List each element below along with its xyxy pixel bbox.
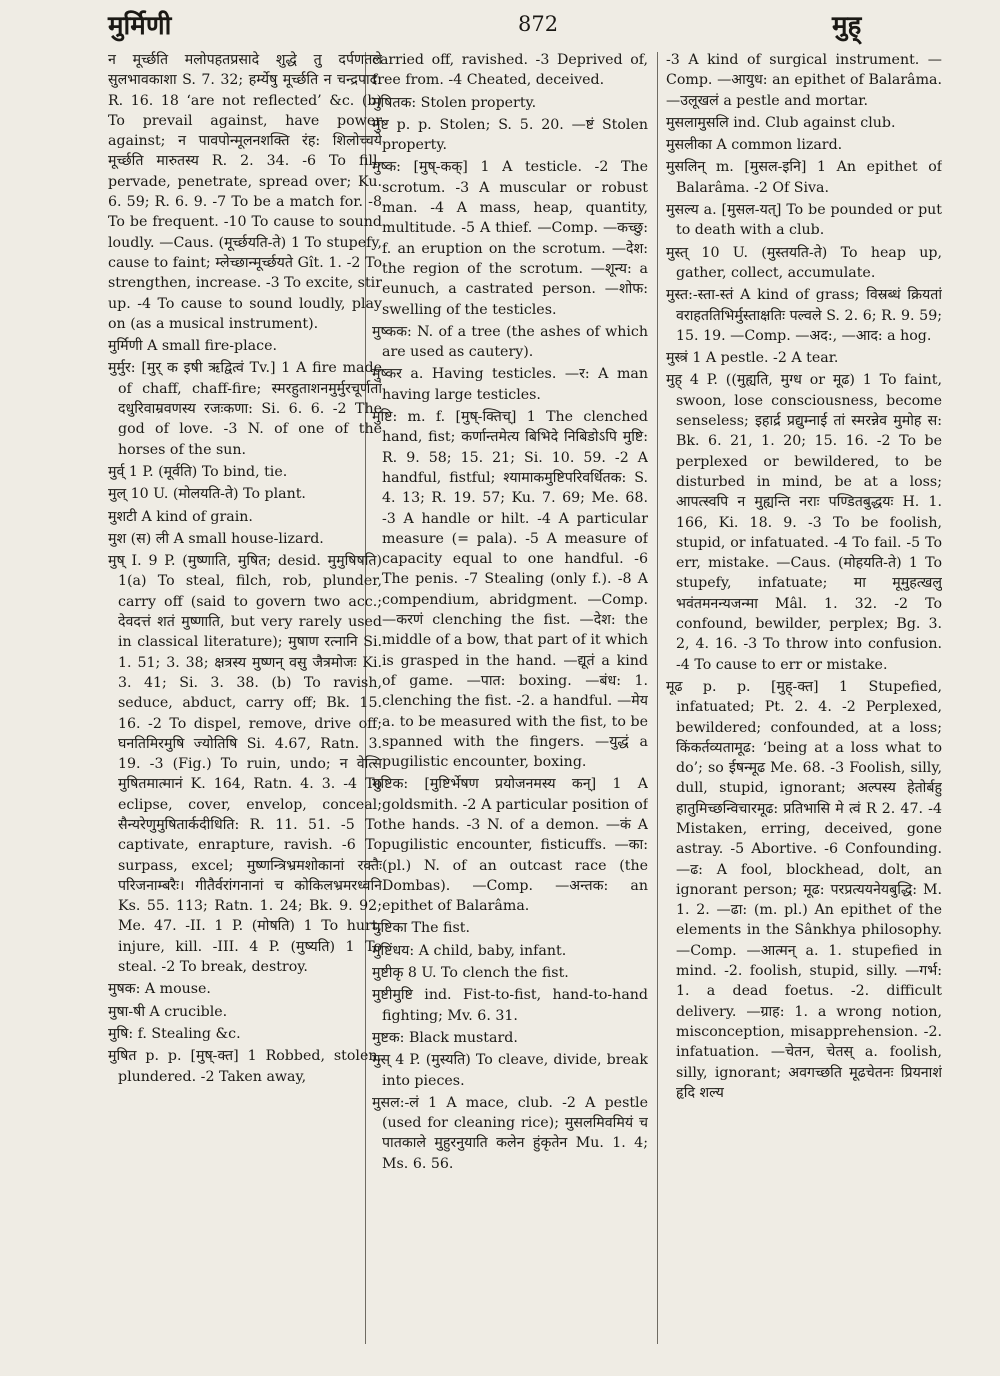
dictionary-entry: मुर्व् 1 P. (मूर्वति) To bind, tie. bbox=[108, 463, 288, 480]
column-rule-2 bbox=[657, 52, 658, 1344]
dictionary-entry: मुषितक: Stolen property. bbox=[372, 94, 537, 111]
dictionary-entry: मुष्टिक: [मुष्टिर्भेषण प्रयोजनमस्य कन्] 1 A goldsmith. -2 A particular position of the hands. -3 N. of a demon. —कं A pugilistic encounter, fisticuffs. —का: (pl.) N. of an outcast race (the Dombas). —Comp. —अन्तक: an epithet of Balarâma. bbox=[372, 776, 648, 915]
dictionary-entry: मुष्टि: m. f. [मुष्-क्तिच्] 1 The clenched hand, fist; कर्णान्तमेत्य बिभिदे निबिडोऽपि मुष्टि: R. 9. 58; 15. 21; Si. 10. 59. -2 A handful, fistful; श्यामाकमुष्टिपरिवर्धितक: S. 4. 13; R. 19. 57; Ku. 7. 69; Me. 68. -3 A handle or hilt. -4 A particular measure (= pala). -5 A measure of capacity equal to one handful. -6 The penis. -7 Stealing (only f.). -8 A compendium, abridgment. —Comp. —करणं clenching the fist. —देश: the middle of a bow, that part of it which is grasped in the hand. —द्यूतं a kind of game. —पात: boxing. —बंध: 1. clenching the fist. -2. a handful. —मेय a. to be measured with the fist, to be spanned with the fingers. —युद्धं a pugilistic encounter, boxing. bbox=[372, 409, 648, 771]
page-number: 872 bbox=[518, 12, 559, 36]
dictionary-entry: मुसलामुसलि ind. Club against club. bbox=[666, 114, 896, 131]
dictionary-entry: मूढ p. p. [मुह्-क्त] 1 Stupefied, infatuated; Pt. 2. 4. -2 Perplexed, bewildered; confounded, at a loss; किंकर्तव्यतामूढ: ‘being at a loss what to do’; so ईषन्मूढ Me. 68. -3 Foolish, silly, dull, stupid, ignorant; अल्पस्य हेतोर्बहु हातुमिच्छन्विचारमूढ: प्रतिभासि मे त्वं R 2. 47. -4 Mistaken, erring, deceived, gone astray. -5 Abortive. -6 Confounding. —ढ: A fool, blockhead, dolt, an ignorant person; मूढ: परप्रत्ययनेयबुद्धि: M. 1. 2. —ढा: (m. pl.) An epithet of the elements in the Sânkhya philosophy. —Comp. —आत्मन् a. 1. stupefied in mind. -2. foolish, stupid, silly. —गर्भ: 1. a dead foetus. -2. difficult delivery. —ग्राह: 1. a wrong notion, misconception, misapprehension. -2. infatuation. —चेतन, चेतस् a. foolish, silly, ignorant; अवगच्छति मूढचेतनः प्रियनाशं हृदि शल्य bbox=[666, 678, 942, 1101]
dictionary-entry: मुल् 10 U. (मोलयति-ते) To plant. bbox=[108, 486, 306, 503]
dictionary-entry: मुस्त्रं 1 A pestle. -2 A tear. bbox=[666, 350, 839, 367]
dictionary-entry: मुसलिन् m. [मुसल-इनि] 1 An epithet of Balarâma. -2 Of Siva. bbox=[666, 159, 942, 196]
dictionary-entry: मुष्टिका The fist. bbox=[372, 920, 470, 937]
dictionary-entry: मुसल्य a. [मुसल-यत्] To be pounded or put to death with a club. bbox=[666, 202, 942, 239]
dictionary-entry: मुस्त् 10 U. (मुस्तयति-ते) To heap up, gather, collect, accumulate. bbox=[666, 244, 942, 281]
dictionary-entry: मुशटी A kind of grain. bbox=[108, 508, 253, 525]
dictionary-entry: मुष्कक: N. of a tree (the ashes of which are used as cautery). bbox=[372, 323, 648, 361]
dictionary-entry: मुश (स) ली A small house-lizard. bbox=[108, 530, 324, 547]
column-right bbox=[666, 50, 942, 1350]
dictionary-entry: मुष्टीमुष्टि ind. Fist-to-fist, hand-to-hand fighting; Mv. 6. 31. bbox=[372, 987, 648, 1024]
dictionary-entry: मुर्मिणी A small fire-place. bbox=[108, 338, 277, 355]
dictionary-entry: मुष्टिंधय: A child, baby, infant. bbox=[372, 942, 567, 959]
dictionary-entry: मुर्मुर: [मुर् क इषी ऋद्वित्वं Tv.] 1 A fire made of chaff, chaff-fire; स्मरहुताशनमुर्मुरचूर्णतां दधुरिवाम्रवणस्य रजःकणा: Si. 6. 6. -2 The god of love. -3 N. of one of the horses of the sun. bbox=[108, 360, 382, 458]
left-guide-word: मुर्मिणी bbox=[108, 11, 172, 41]
column-middle bbox=[372, 50, 648, 1350]
dictionary-entry: मुषा-षी A crucible. bbox=[108, 1003, 228, 1020]
dictionary-entry: मुह् 4 P. ((मुह्यति, मुग्ध or मूढ) 1 To faint, swoon, lose consciousness, become senseless; इहार्द्र प्रद्युम्नाई तां स्मरन्नेव मुमोह स: Bk. 6. 21, 1. 20; 15. 16. -2 To be perplexed or bewildered, to be disturbed in mind, be at a loss; आपत्स्वपि न मुह्यन्ति नराः पण्डितबुद्धयः H. 1. 166, Ki. 18. 9. -3 To be foolish, stupid, or infatuated. -4 To fail. -5 To err, mistake. —Caus. (मोहयति-ते) 1 To stupefy, infatuate; मा मूमुहत्खलु भवंतमनन्यजन्मा Mâl. 1. 32. -2 To confound, bewilder, perplex; Bg. 3. 2, 4. 16. -3 To throw into confusion. -4 To cause to err or mistake. bbox=[666, 372, 942, 673]
dictionary-entry: मुस् 4 P. (मुस्यति) To cleave, divide, break into pieces. bbox=[372, 1052, 648, 1089]
entry-continuation: -3 A kind of surgical instrument. —Comp. —आयुध: an epithet of Balarâma. —उलूखलं a pestle and mortar. bbox=[666, 52, 942, 109]
dictionary-entry: मुष्टीकृ 8 U. To clench the fist. bbox=[372, 965, 569, 982]
dictionary-entry: मुष्ट p. p. Stolen; S. 5. 20. —ष्टं Stolen property. bbox=[372, 116, 648, 154]
dictionary-entry: मुषित p. p. [मुष्-क्त] 1 Robbed, stolen, plundered. -2 Taken away, bbox=[108, 1048, 382, 1085]
dictionary-entry: मुस्त:-स्ता-स्तं A kind of grass; विस्रब्धं क्रियतां वराहततिभिर्मुस्ताक्षतिः पल्वले S. 2. 6; R. 9. 59; 15. 19. —Comp. —अद:, —आद: a hog. bbox=[666, 287, 942, 344]
dictionary-entry: मुष्कर a. Having testicles. —र: A man having large testicles. bbox=[372, 366, 648, 403]
dictionary-entry: मुसलीका A common lizard. bbox=[666, 137, 843, 154]
dictionary-entry: मुसल:-लं 1 A mace, club. -2 A pestle (used for cleaning rice); मुसलमिवमियं च पातकाले मुहुरनुयाति कलेन हुंकृतेन Mu. 1. 4; Ms. 6. 56. bbox=[372, 1094, 648, 1172]
dictionary-entry: मुष्क: [मुष्-कक्] 1 A testicle. -2 The scrotum. -3 A muscular or robust man. -4 A mass, heap, quantity, multitude. -5 A thief. —Comp. —कच्छु: f. an eruption on the scrotum. —देश: the region of the scrotum. —शून्य: a eunuch, a castrated person. —शोफ: swelling of the testicles. bbox=[372, 159, 648, 318]
entry-continuation: carried off, ravished. -3 Deprived of, free from. -4 Cheated, deceived. bbox=[372, 52, 648, 89]
right-guide-word: मुह् bbox=[832, 11, 862, 41]
entry-continuation: न मूर्च्छति मलोपहतप्रसादे शुद्धे तु दर्पणतले सुलभावकाशा S. 7. 32; हर्म्येषु मूर्च्छति न चन्द्रपाद: R. 16. 18 ‘are not reflected’ &c. (b) To prevail against, have power against; न पावपोन्मूलनशक्ति रंह: शिलोच्चये मूर्च्छति मारुतस्य R. 2. 34. -6 To fill, pervade, penetrate, spread over; Ku. 6. 59; R. 6. 9. -7 To be a match for. -8 To be frequent. -10 To cause to sound loudly. —Caus. (मूर्च्छयति-ते) 1 To stupefy, cause to faint; म्लेच्छान्मूर्च्छयते Gît. 1. -2 To strengthen, increase. -3 To excite, stir up. -4 To cause to sound loudly, play on (as a musical instrument). bbox=[108, 52, 382, 332]
page-header bbox=[0, 0, 1000, 50]
column-left bbox=[108, 50, 382, 1350]
dictionary-entry: मुषक: A mouse. bbox=[108, 981, 211, 998]
dictionary-entry: मुष्टक: Black mustard. bbox=[372, 1029, 518, 1046]
dictionary-entry: मुषि: f. Stealing &c. bbox=[108, 1025, 241, 1042]
dictionary-entry: मुष् I. 9 P. (मुष्णाति, मुषित; desid. मुमुषिषति) 1(a) To steal, filch, rob, plunder, carry off (said to govern two acc.; देवदत्तं शतं मुष्णाति, but very rarely used in classical literature); मुषाण रत्नानि Si. 1. 51; 3. 38; क्षत्रस्य मुष्णन् वसु जैत्रमोजः Ki. 3. 41; Si. 3. 38. (b) To ravish, seduce, abduct, carry off; Bk. 15. 16. -2 To dispel, remove, drive off; घनतिमिरमुषि ज्योतिषि Si. 4.67, Ratn. 3. 19. -3 (Fig.) To ruin, undo; न वेत्सि मुषितमात्मानं K. 164, Ratn. 4. 3. -4 To eclipse, cover, envelop, conceal; सैन्यरेणुमुषितार्कदीधिति: R. 11. 51. -5 To captivate, enrapture, ravish. -6 To surpass, excel; मुष्णन्त्रिभ्रमशोकानां रक्तैः परिजनाम्बरैः। गीतैर्वरांगनानां च कोकिलभ्रमरध्वनि Ks. 55. 113; Ratn. 1. 24; Bk. 9. 92; Me. 47. -II. 1 P. (मोषति) 1 To hurt, injure, kill. -III. 4 P. (मुष्यति) 1 To steal. -2 To break, destroy. bbox=[108, 553, 382, 976]
